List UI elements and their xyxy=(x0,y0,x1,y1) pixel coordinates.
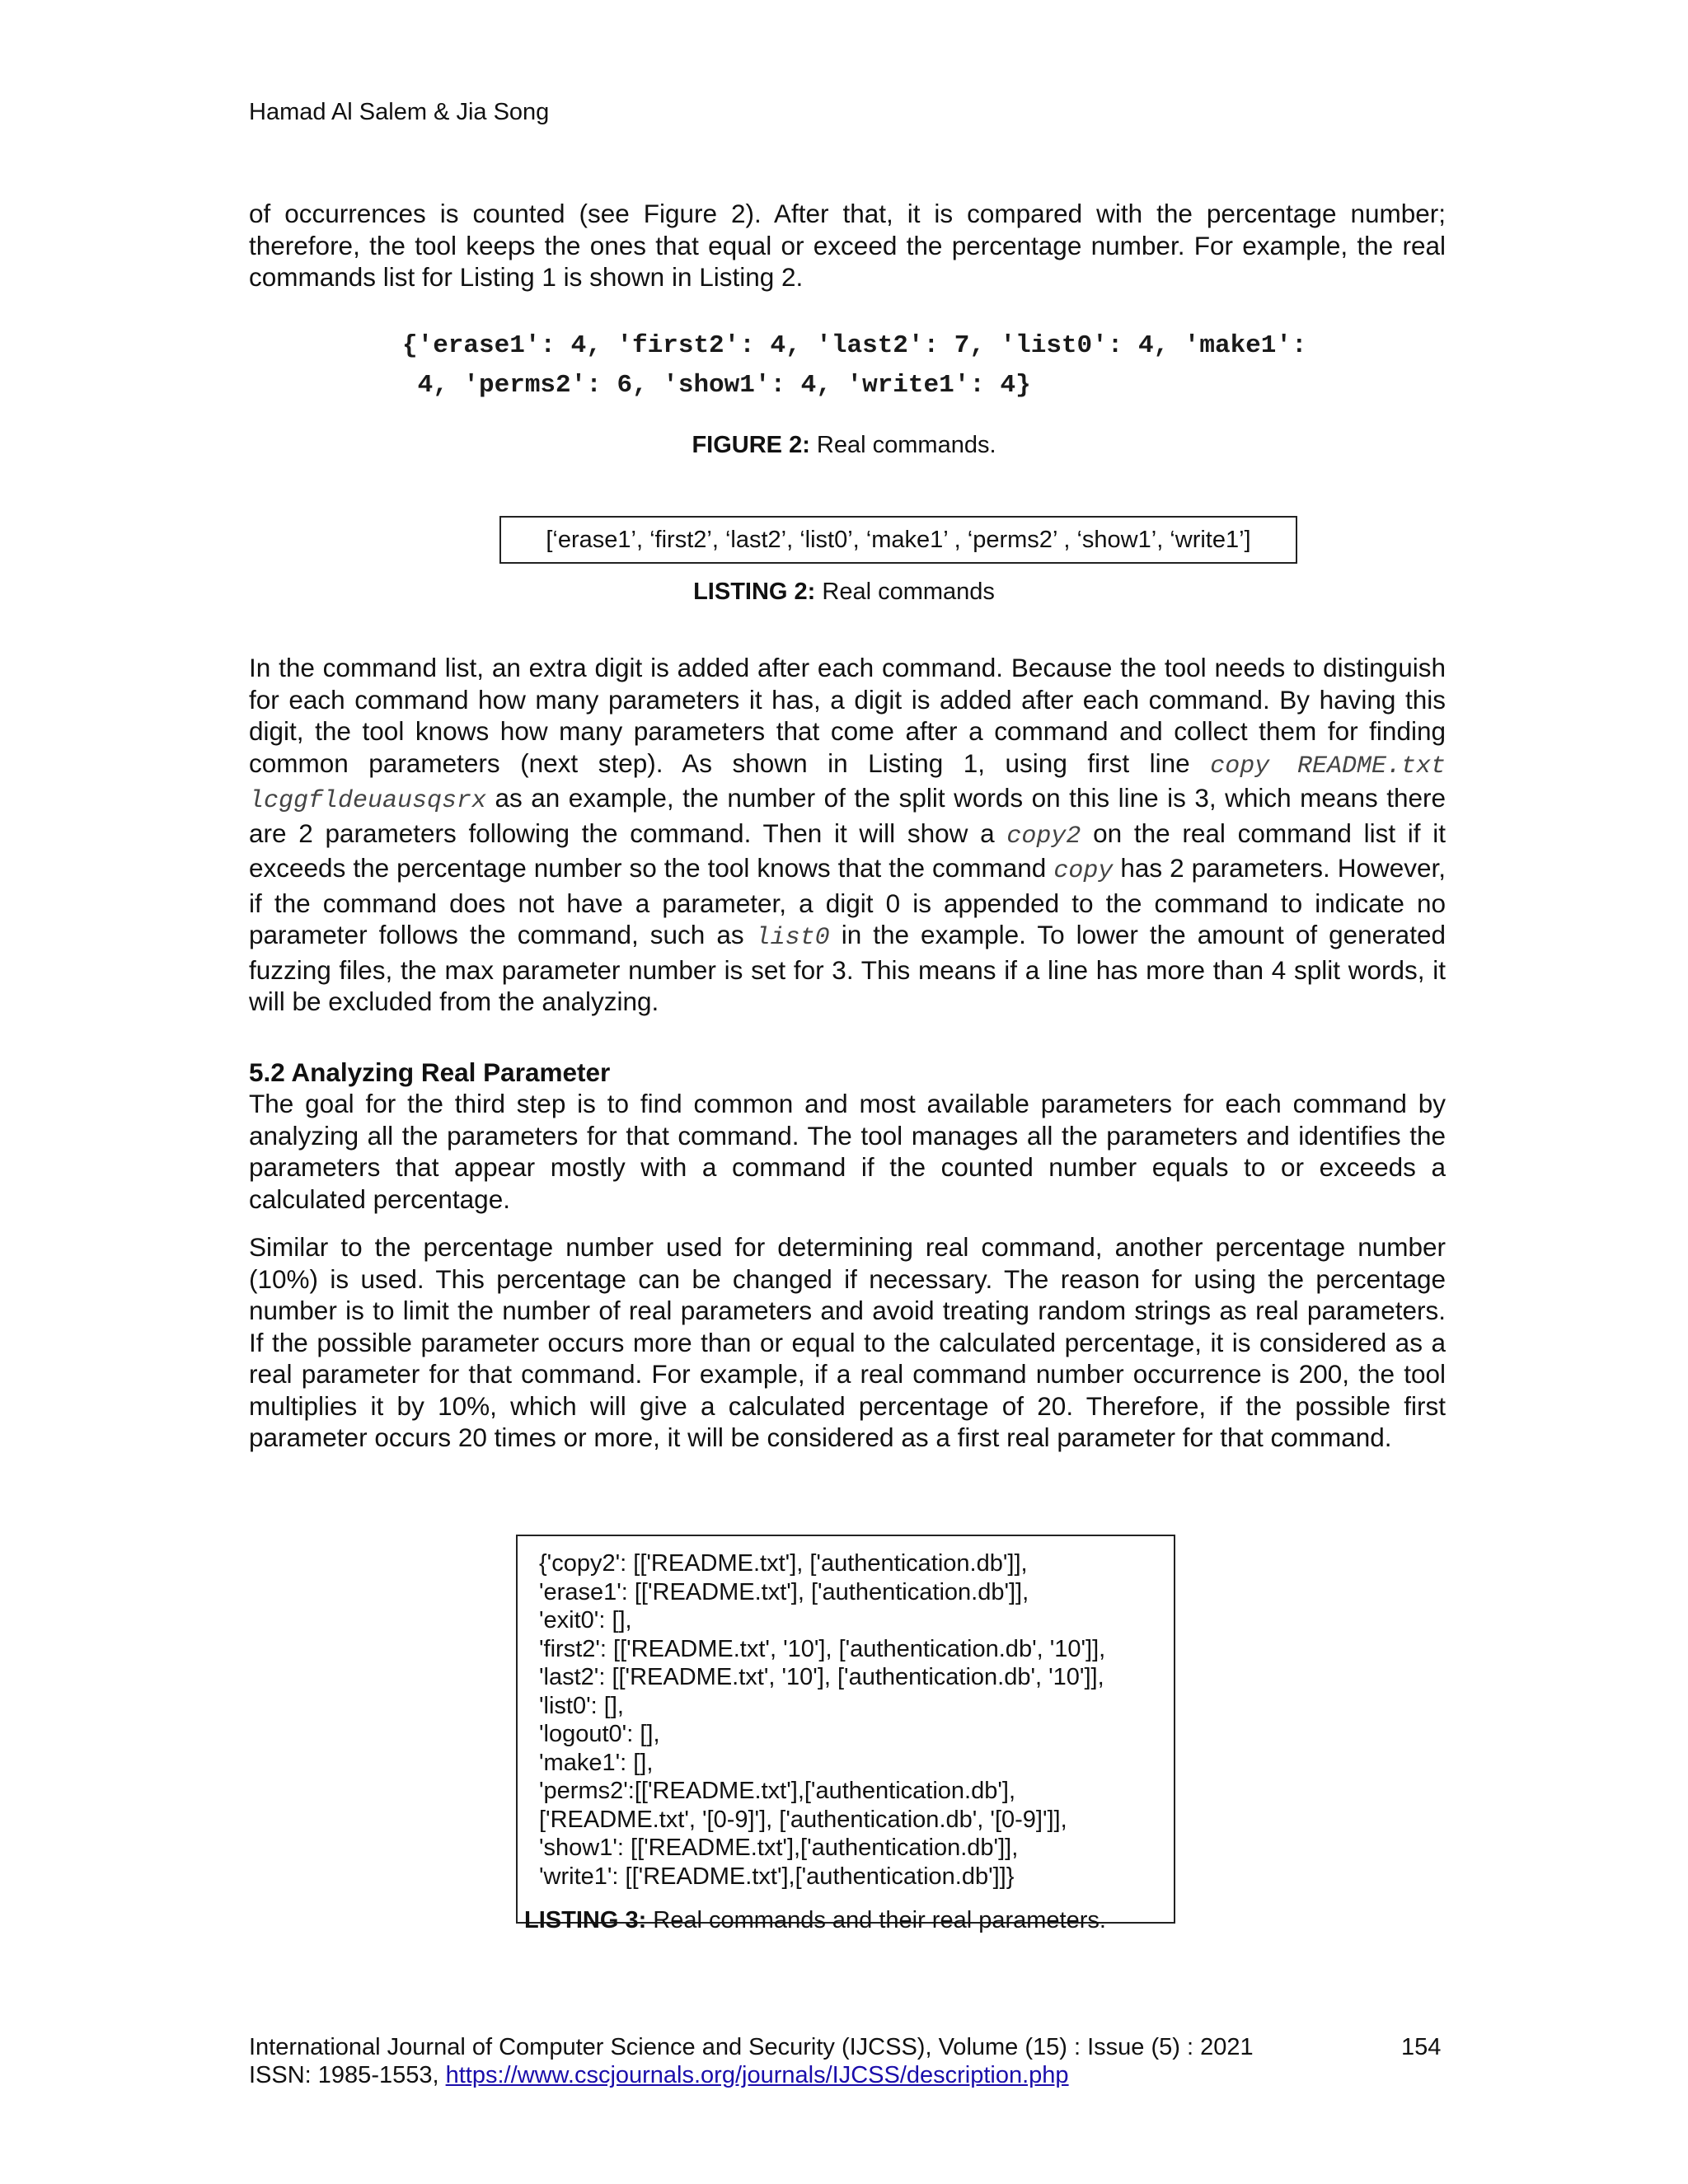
intro-paragraph: of occurrences is counted (see Figure 2). After that, it is compared with the percentage number; therefore, the tool keeps the ones that equal or exceed the percentage number. For example, the real commands list for Listing 1 is shown in Listing 2. xyxy=(249,199,1446,292)
issn-text: ISSN: 1985-1553, xyxy=(249,2062,446,2088)
paragraph-text: on the real command list if it exceeds the percentage number so the tool knows that the command xyxy=(249,818,1446,883)
figure-2-caption-text: Real commands. xyxy=(809,432,996,458)
figure-2-code-line: 4, 'perms2': 6, 'show1': 4, 'write1': 4} xyxy=(402,371,1031,400)
paragraph-text: as an example, the number of the split words on this line is 3, which means there are 2 parameters following the command. Then it will show a xyxy=(249,783,1446,848)
listing-3-line: 'show1': [['README.txt'],['authentication.db']], xyxy=(539,1835,1019,1861)
figure-2-code-line: {'erase1': 4, 'first2': 4, 'last2': 7, 'list0': 4, 'make1': xyxy=(402,331,1307,360)
inline-code-copy-readme: copy README.txt lcggfldeuausqsrx xyxy=(249,752,1447,815)
footer-issn xyxy=(249,2062,1069,2089)
listing-3-line: 'erase1': [['README.txt'], ['authentication.db']], xyxy=(539,1578,1029,1605)
listing-3-line: 'perms2':[['README.txt'],['authentication.db'], xyxy=(539,1778,1016,1804)
journal-link[interactable]: https://www.cscjournals.org/journals/IJCSS/description.php xyxy=(445,2062,1069,2088)
figure-2-caption xyxy=(0,432,1688,459)
section-heading: 5.2 Analyzing Real Parameter xyxy=(249,1057,611,1087)
page-number: 154 xyxy=(1401,2034,1442,2060)
listing-3-line: 'make1': [], xyxy=(539,1749,654,1776)
listing-3-line: 'first2': [['README.txt', '10'], ['authentication.db', '10']], xyxy=(539,1635,1106,1662)
section-paragraph-2: Similar to the percentage number used for determining real command, another percentage number (10%) is used. This percentage can be changed if necessary. The reason for using the percentage number is to limit the number of real parameters and avoid treating random strings as real parameters. If the possible parameter occurs more than or equal to the calculated percentage, it is considered as a real parameter for that command. For example, if a real command number occurrence is 200, the tool multiplies it by 10%, which will give a calculated percentage of 20. Therefore, if the possible first parameter occurs 20 times or more, it will be considered as a first real parameter for that command. xyxy=(249,1232,1446,1452)
listing-2-box: [‘erase1’, ‘first2’, ‘last2’, ‘list0’, ‘make1’ , ‘perms2’ , ‘show1’, ‘write1’] xyxy=(499,516,1297,564)
listing-3-line: 'last2': [['README.txt', '10'], ['authentication.db', '10']], xyxy=(539,1664,1104,1690)
inline-code-copy: copy xyxy=(1053,857,1114,885)
listing-2-caption xyxy=(0,579,1688,606)
listing-2-caption-text: Real commands xyxy=(815,579,995,605)
listing-3-line: ['README.txt', '[0-9]'], ['authentication.db', '[0-9]']], xyxy=(539,1806,1067,1833)
section-paragraph-1: The goal for the third step is to find common and most available parameters for each command by analyzing all the parameters for that command. The tool manages all the parameters and identifies the parameters that appear mostly with a command if the counted number equals to or exceeds a calculated percentage. xyxy=(249,1089,1446,1214)
inline-code-list0: list0 xyxy=(755,924,830,952)
figure-2-code xyxy=(402,326,1307,405)
listing-3-caption xyxy=(0,1907,1106,1934)
listing-3-caption-label: LISTING 3: xyxy=(524,1907,647,1933)
listing-3-line: 'logout0': [], xyxy=(539,1721,660,1747)
running-header: Hamad Al Salem & Jia Song xyxy=(249,99,550,125)
paragraph-text: in the example. To lower the amount of generated fuzzing files, the max parameter number is set for 3. This means if a line has more than 4 split words, it will be excluded from the analyzing. xyxy=(249,920,1446,1016)
listing-3-caption-text: Real commands and their real parameters. xyxy=(646,1907,1106,1933)
listing-3-line: 'write1': [['README.txt'],['authentication.db']]} xyxy=(539,1863,1015,1890)
listing-3-line: {'copy2': [['README.txt'], ['authentication.db']], xyxy=(539,1550,1028,1577)
inline-code-copy2: copy2 xyxy=(1006,822,1081,851)
footer-journal: International Journal of Computer Science and Security (IJCSS), Volume (15) : Issue (5) : 2021 xyxy=(249,2034,1254,2060)
paragraph-text: In the command list, an extra digit is added after each command. Because the tool needs to distinguish for each command how many parameters it has, a digit is added after each command. By having this digit, the tool knows how many parameters that come after a command and collect them for finding common parameters (next step). As shown in Listing 1, using first line xyxy=(249,653,1446,778)
listing-3-line: 'list0': [], xyxy=(539,1692,624,1719)
listing-3-line: 'exit0': [], xyxy=(539,1607,632,1633)
paragraph-text: has 2 parameters. However, if the command does not have a parameter, a digit 0 is appended to the command to indicate no parameter follows the command, such as xyxy=(249,853,1447,949)
figure-2-caption-label: FIGURE 2: xyxy=(692,432,810,458)
command-list-paragraph xyxy=(249,652,1446,1018)
listing-2-caption-label: LISTING 2: xyxy=(693,579,816,605)
listing-3-box xyxy=(516,1535,1175,1924)
